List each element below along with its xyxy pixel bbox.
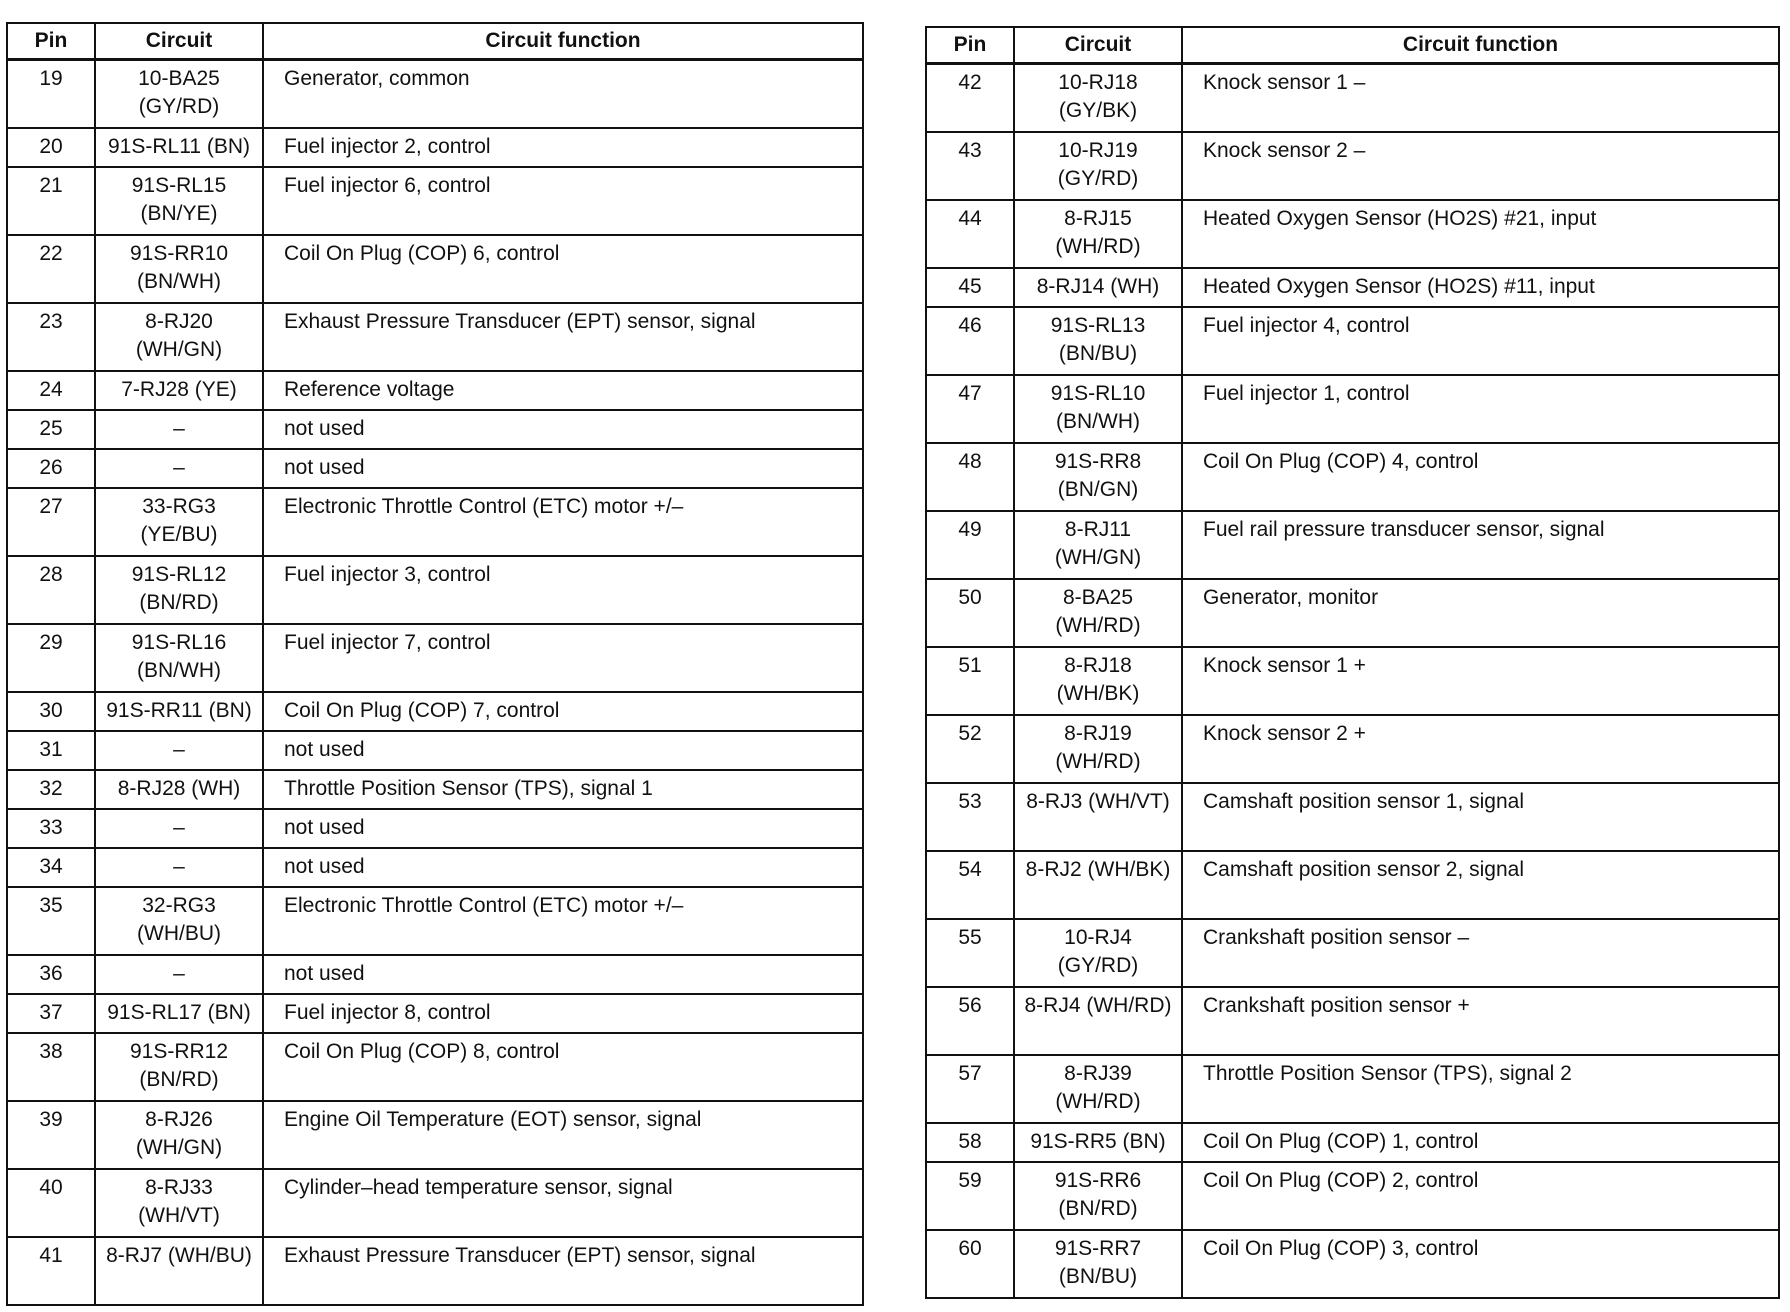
function-cell: Fuel injector 1, control (1182, 375, 1779, 443)
pin-cell: 45 (926, 268, 1014, 307)
circuit-cell: 8-RJ7 (WH/BU) (95, 1237, 263, 1305)
circuit-cell: 91S-RR5 (BN) (1014, 1123, 1182, 1162)
circuit-cell: 8-RJ11 (WH/GN) (1014, 511, 1182, 579)
pin-cell: 50 (926, 579, 1014, 647)
pin-cell: 23 (7, 303, 95, 371)
pin-cell: 24 (7, 371, 95, 410)
header-function: Circuit function (1182, 27, 1779, 64)
table-row (926, 511, 1779, 579)
pin-cell: 48 (926, 443, 1014, 511)
table-row (7, 410, 863, 449)
pin-cell: 42 (926, 64, 1014, 133)
function-cell: Knock sensor 2 – (1182, 132, 1779, 200)
pin-cell: 43 (926, 132, 1014, 200)
function-cell: not used (263, 809, 863, 848)
circuit-cell: 8-RJ39 (WH/RD) (1014, 1055, 1182, 1123)
function-cell: not used (263, 449, 863, 488)
circuit-cell: 91S-RL12 (BN/RD) (95, 556, 263, 624)
function-cell: Knock sensor 2 + (1182, 715, 1779, 783)
circuit-cell: 8-RJ3 (WH/VT) (1014, 783, 1182, 851)
pin-cell: 59 (926, 1162, 1014, 1230)
function-cell: Cylinder–head temperature sensor, signal (263, 1169, 863, 1237)
function-cell: not used (263, 848, 863, 887)
function-cell: Fuel rail pressure transducer sensor, signal (1182, 511, 1779, 579)
function-cell: Coil On Plug (COP) 3, control (1182, 1230, 1779, 1298)
circuit-cell: 8-RJ15 (WH/RD) (1014, 200, 1182, 268)
table-row (926, 919, 1779, 987)
table-row (926, 987, 1779, 1055)
function-cell: Knock sensor 1 – (1182, 64, 1779, 133)
function-cell: Throttle Position Sensor (TPS), signal 1 (263, 770, 863, 809)
table-row (7, 848, 863, 887)
circuit-cell: 8-RJ4 (WH/RD) (1014, 987, 1182, 1055)
function-cell: Fuel injector 4, control (1182, 307, 1779, 375)
circuit-cell: 91S-RR6 (BN/RD) (1014, 1162, 1182, 1230)
pin-cell: 35 (7, 887, 95, 955)
function-cell: Coil On Plug (COP) 4, control (1182, 443, 1779, 511)
circuit-cell: – (95, 731, 263, 770)
table-row (7, 770, 863, 809)
function-cell: Camshaft position sensor 2, signal (1182, 851, 1779, 919)
table-row (7, 235, 863, 303)
function-cell: Fuel injector 2, control (263, 128, 863, 167)
table-row (7, 1101, 863, 1169)
table-row (7, 303, 863, 371)
function-cell: Electronic Throttle Control (ETC) motor +/– (263, 887, 863, 955)
pin-cell: 54 (926, 851, 1014, 919)
function-cell: Crankshaft position sensor – (1182, 919, 1779, 987)
pin-cell: 55 (926, 919, 1014, 987)
circuit-cell: 8-RJ19 (WH/RD) (1014, 715, 1182, 783)
function-cell: Fuel injector 3, control (263, 556, 863, 624)
circuit-cell: 10-RJ4 (GY/RD) (1014, 919, 1182, 987)
function-cell: Crankshaft position sensor + (1182, 987, 1779, 1055)
table-row (7, 1169, 863, 1237)
pin-cell: 28 (7, 556, 95, 624)
table-row (926, 1162, 1779, 1230)
table-row (7, 60, 863, 129)
function-cell: Exhaust Pressure Transducer (EPT) sensor, signal (263, 1237, 863, 1305)
table-row (7, 128, 863, 167)
table-row (7, 955, 863, 994)
function-cell: Exhaust Pressure Transducer (EPT) sensor, signal (263, 303, 863, 371)
function-cell: not used (263, 410, 863, 449)
function-cell: Coil On Plug (COP) 7, control (263, 692, 863, 731)
pin-cell: 38 (7, 1033, 95, 1101)
pin-cell: 34 (7, 848, 95, 887)
pin-cell: 25 (7, 410, 95, 449)
table-body-right (926, 64, 1779, 1299)
header-circuit: Circuit (95, 23, 263, 60)
pin-cell: 26 (7, 449, 95, 488)
table-row (926, 647, 1779, 715)
pin-cell: 27 (7, 488, 95, 556)
table-row (926, 851, 1779, 919)
pin-cell: 52 (926, 715, 1014, 783)
table-row (7, 887, 863, 955)
circuit-cell: 91S-RL13 (BN/BU) (1014, 307, 1182, 375)
circuit-cell: 91S-RR11 (BN) (95, 692, 263, 731)
circuit-cell: 91S-RL11 (BN) (95, 128, 263, 167)
function-cell: not used (263, 731, 863, 770)
pin-cell: 29 (7, 624, 95, 692)
function-cell: Electronic Throttle Control (ETC) motor +/– (263, 488, 863, 556)
circuit-cell: 91S-RL16 (BN/WH) (95, 624, 263, 692)
table-row (926, 307, 1779, 375)
table-row (926, 200, 1779, 268)
pin-cell: 41 (7, 1237, 95, 1305)
pin-cell: 33 (7, 809, 95, 848)
table-row (926, 132, 1779, 200)
table-row (7, 1033, 863, 1101)
pin-cell: 19 (7, 60, 95, 129)
pin-cell: 37 (7, 994, 95, 1033)
circuit-cell: 8-RJ33 (WH/VT) (95, 1169, 263, 1237)
circuit-cell: – (95, 410, 263, 449)
pin-cell: 22 (7, 235, 95, 303)
function-cell: Coil On Plug (COP) 8, control (263, 1033, 863, 1101)
function-cell: Heated Oxygen Sensor (HO2S) #21, input (1182, 200, 1779, 268)
circuit-cell: 8-BA25 (WH/RD) (1014, 579, 1182, 647)
circuit-cell: 8-RJ20 (WH/GN) (95, 303, 263, 371)
function-cell: Coil On Plug (COP) 2, control (1182, 1162, 1779, 1230)
pin-cell: 51 (926, 647, 1014, 715)
function-cell: Generator, common (263, 60, 863, 129)
circuit-cell: 33-RG3 (YE/BU) (95, 488, 263, 556)
table-row (926, 64, 1779, 133)
header-circuit: Circuit (1014, 27, 1182, 64)
circuit-cell: 32-RG3 (WH/BU) (95, 887, 263, 955)
circuit-cell: 91S-RR7 (BN/BU) (1014, 1230, 1182, 1298)
circuit-cell: 8-RJ2 (WH/BK) (1014, 851, 1182, 919)
function-cell: Knock sensor 1 + (1182, 647, 1779, 715)
function-cell: Coil On Plug (COP) 1, control (1182, 1123, 1779, 1162)
table-row (7, 994, 863, 1033)
function-cell: Fuel injector 6, control (263, 167, 863, 235)
table-row (926, 443, 1779, 511)
circuit-cell: 91S-RR8 (BN/GN) (1014, 443, 1182, 511)
table-row (926, 1123, 1779, 1162)
function-cell: Reference voltage (263, 371, 863, 410)
circuit-cell: 91S-RL10 (BN/WH) (1014, 375, 1182, 443)
pin-cell: 49 (926, 511, 1014, 579)
circuit-cell: 7-RJ28 (YE) (95, 371, 263, 410)
pin-cell: 30 (7, 692, 95, 731)
function-cell: Heated Oxygen Sensor (HO2S) #11, input (1182, 268, 1779, 307)
circuit-cell: 91S-RR10 (BN/WH) (95, 235, 263, 303)
table-header-row (7, 23, 863, 60)
table-row (926, 715, 1779, 783)
table-row (7, 167, 863, 235)
pin-cell: 36 (7, 955, 95, 994)
circuit-cell: 8-RJ18 (WH/BK) (1014, 647, 1182, 715)
circuit-cell: – (95, 848, 263, 887)
function-cell: Engine Oil Temperature (EOT) sensor, signal (263, 1101, 863, 1169)
function-cell: Fuel injector 8, control (263, 994, 863, 1033)
function-cell: Fuel injector 7, control (263, 624, 863, 692)
pin-table-left (6, 22, 864, 1306)
table-row (926, 268, 1779, 307)
circuit-cell: 10-RJ19 (GY/RD) (1014, 132, 1182, 200)
table-row (926, 579, 1779, 647)
circuit-cell: – (95, 809, 263, 848)
table-row (7, 809, 863, 848)
table-row (7, 1237, 863, 1305)
pin-cell: 32 (7, 770, 95, 809)
pin-cell: 40 (7, 1169, 95, 1237)
circuit-cell: 91S-RR12 (BN/RD) (95, 1033, 263, 1101)
pin-cell: 46 (926, 307, 1014, 375)
function-cell: Coil On Plug (COP) 6, control (263, 235, 863, 303)
function-cell: Camshaft position sensor 1, signal (1182, 783, 1779, 851)
table-row (7, 624, 863, 692)
pin-cell: 57 (926, 1055, 1014, 1123)
circuit-cell: 91S-RL17 (BN) (95, 994, 263, 1033)
pin-cell: 31 (7, 731, 95, 770)
table-row (7, 692, 863, 731)
table-row (7, 371, 863, 410)
table-row (926, 375, 1779, 443)
pin-cell: 53 (926, 783, 1014, 851)
circuit-cell: 8-RJ14 (WH) (1014, 268, 1182, 307)
circuit-cell: 8-RJ26 (WH/GN) (95, 1101, 263, 1169)
pin-cell: 58 (926, 1123, 1014, 1162)
header-pin: Pin (7, 23, 95, 60)
table-header-row (926, 27, 1779, 64)
circuit-cell: 10-RJ18 (GY/BK) (1014, 64, 1182, 133)
header-function: Circuit function (263, 23, 863, 60)
pin-cell: 39 (7, 1101, 95, 1169)
function-cell: Generator, monitor (1182, 579, 1779, 647)
pin-cell: 60 (926, 1230, 1014, 1298)
table-row (926, 1230, 1779, 1298)
pin-cell: 21 (7, 167, 95, 235)
table-row (926, 1055, 1779, 1123)
circuit-cell: – (95, 449, 263, 488)
pin-cell: 44 (926, 200, 1014, 268)
header-pin: Pin (926, 27, 1014, 64)
pin-cell: 20 (7, 128, 95, 167)
circuit-cell: 8-RJ28 (WH) (95, 770, 263, 809)
table-row (926, 783, 1779, 851)
circuit-cell: – (95, 955, 263, 994)
table-body-left (7, 60, 863, 1306)
table-row (7, 449, 863, 488)
function-cell: not used (263, 955, 863, 994)
table-row (7, 731, 863, 770)
circuit-cell: 10-BA25 (GY/RD) (95, 60, 263, 129)
pin-table-right (925, 26, 1780, 1299)
circuit-cell: 91S-RL15 (BN/YE) (95, 167, 263, 235)
function-cell: Throttle Position Sensor (TPS), signal 2 (1182, 1055, 1779, 1123)
pin-cell: 47 (926, 375, 1014, 443)
pin-cell: 56 (926, 987, 1014, 1055)
table-row (7, 488, 863, 556)
table-row (7, 556, 863, 624)
